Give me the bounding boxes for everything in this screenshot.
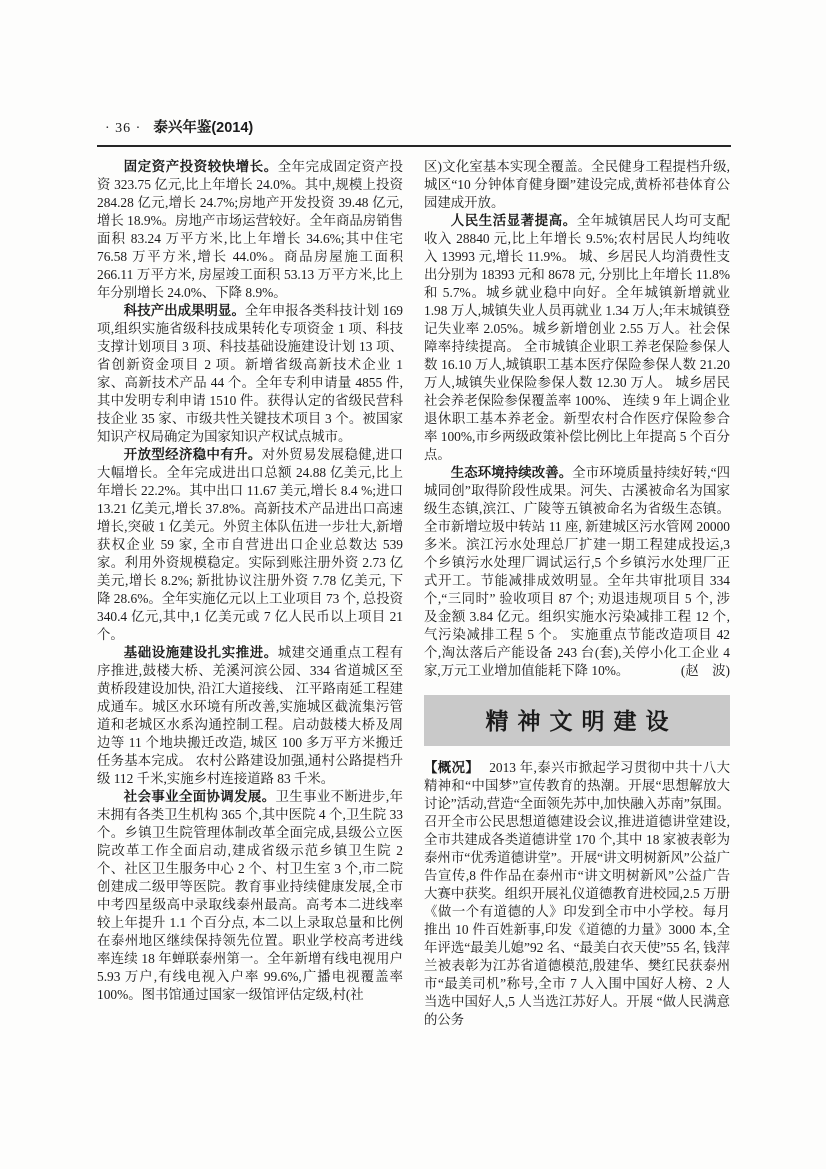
paragraph-lead: 生态环境持续改善。	[450, 465, 573, 480]
paragraph-text: 全年城镇居民人均可支配收入 28840 元,比上年增长 9.5%;农村居民人均纯收入 13993 元,增长 11.9%。 城、乡居民人均消费性支出分别为 18393 元和 8678 元, 分别比上年增长 11.8% 和 5.7%。城乡就业稳中向好。全年城镇新增就业 1.98 万人,城镇失业人员再就业 1.34 万人;年末城镇登记失业率 2.05%。城乡新增创业 2.55 万人。社会保障率持续提高。 全市城镇企业职工养老保险参保人数 16.10 万人,城镇职工基本医疗保险参保人数 21.20 万人,城镇失业保险参保人数 12.30 万人。 城乡居民社会养老保险参保覆盖率 100%、 连续 9 年上调企业退休职工基本养老金。新型农村合作医疗保险参合率 100%,市乡两级政策补偿比例比上年提高 5 个百分点。	[424, 213, 731, 462]
paragraph-text: 2013 年,泰兴市掀起学习贯彻中共十八大精神和“中国梦”宣传教育的热潮。开展“思想解放大讨论”活动,营造“全面领先苏中,加快融入苏南”氛围。召开全市公民思想道德建设会议,推进道德讲堂建设,全市共建成各类道德讲堂 170 个,其中 18 家被表彰为泰州市“优秀道德讲堂”。开展“讲文明树新风”公益广告宣传,8 件作品在泰州市“讲文明树新风”公益广告大赛中获奖。组织开展礼仪道德教育进校园,2.5 万册《做一个有道德的人》印发到全市中小学校。每月推出 10 件百姓新事,印发《道德的力量》3000 本,全年评选“最美儿媳”92 名、“最美白衣天使”55 名, 钱萍兰被表彰为江苏省道德模范,殷建华、樊红民获泰州市“最美司机”称号,全市 7 人入围中国好人榜、2 人当选中国好人,5 人当选江苏好人。开展 “做人民满意的公务	[424, 760, 730, 1027]
paragraph-lead: 人民生活显著提高。	[450, 213, 577, 228]
page-content	[97, 116, 731, 1029]
paragraph-overview	[424, 759, 730, 1029]
paragraph-text: 区)文化室基本实现全覆盖。全民健身工程提档升级,城区“10 分钟体育健身圈”建设完成,黄桥祁巷体育公园建成开放。	[424, 159, 730, 210]
author-credit: (赵 波)	[680, 663, 730, 678]
paragraph-text: 全市环境质量持续好转,“四城同创”取得阶段性成果。河失、古溪被命名为国家级生态镇,滨江、广陵等五镇被命名为省级生态镇。全市新增垃圾中转站 11 座, 新建城区污水管网 20000 多米。滨江污水处理总厂扩建一期工程建成投运,3 个乡镇污水处理厂调试运行,5 个乡镇污水处理厂正式开工。节能减排成效明显。全年共审批项目 334 个,“三同时” 验收项目 87 个; 劝退违规项目 5 个, 涉及金额 3.84 亿元。组织实施水污染减排工程 12 个,气污染减排工程 5 个。 实施重点节能改造项目 42 个,淘汰落后产能设备 243 台(套),关停小化工企业 4 家,万元工业增加值能耗下降 10%。	[424, 465, 731, 678]
paragraph-text: 对外贸易发展稳健,进口大幅增长。全年完成进出口总额 24.88 亿美元,比上年增长 22.2%。其中出口 11.67 美元,增长 8.4 %;进口 13.21 亿美元,增长 37.8%。高新技术产品进出口高速增长,突破 1 亿美元。外贸主体队伍进一步壮大,新增获权企业 59 家, 全市自营进出口企业总数达 539 家。利用外资规模稳定。实际到账注册外资 2.73 亿美元,增长 8.2%; 新批协议注册外资 7.78 亿美元, 下降 28.6%。全年实施亿元以上工业项目 73 个, 总投资 340.4 亿元,其中,1 亿美元或 7 亿人民币以上项目 21 个。	[97, 447, 403, 642]
paragraph-infrastructure	[97, 644, 403, 788]
overview-label: 【概况】	[424, 760, 480, 775]
paragraph-continuation	[424, 158, 730, 212]
paragraph-living-standards	[424, 212, 730, 464]
book-title: 泰兴年鉴(2014)	[153, 120, 254, 136]
paragraph-lead: 科技产出成果明显。	[123, 303, 245, 318]
page-header	[97, 116, 731, 147]
paragraph-text: 全年申报各类科技计划 169 项,组织实施省级科技成果转化专项资金 1 项、科技支撑计划项目 3 项、科技基础设施建设计划 13 项、省创新资金项目 2 项。新增省级高新技术企业 1 家、高新技术产品 44 个。全年专利申请量 4855 件,其中发明专利申请 1510 件。获得认定的省级民营科技企业 35 家、市级共性关键技术项目 3 个。被国家知识产权局确定为国家知识产权试点城市。	[97, 303, 404, 444]
paragraph-text: 城建交通重点工程有序推进,鼓楼大桥、羌溪河滨公园、334 省道城区至黄桥段建设加快, 沿江大道接线、 江平路南延工程建成通车。城区水环境有所改善,实施城区截流集污管道和老城区水系沟通控制工程。启动鼓楼大桥及周边等 11 个地块搬迁改造, 城区 100 多万平方米搬迁任务基本完成。 农村公路建设加强,通村公路提档升级 112 千米,实施乡村连接道路 83 千米。	[97, 645, 403, 786]
section-title: 精神文明建设	[485, 707, 678, 734]
paragraph-lead: 社会事业全面协调发展。	[123, 789, 276, 804]
page-number: · 36 ·	[105, 121, 142, 136]
paragraph-text: 全年完成固定资产投资 323.75 亿元,比上年增长 24.0%。其中,规模上投资 284.28 亿元,增长 24.7%;房地产开发投资 39.48 亿元,增长 18.9%。房地产市场运营较好。全年商品房销售面积 83.24 万平方米,比上年增长 34.6%;其中住宅 76.58 万平方米,增长 44.0%。商品房屋施工面积 266.11 万平方米, 房屋竣工面积 53.13 万平方米,比上年分别增长 24.0%、下降 8.9%。	[97, 159, 403, 300]
paragraph-lead: 固定资产投资较快增长。	[123, 159, 278, 174]
paragraph-science-tech-output	[97, 302, 403, 446]
paragraph-open-economy	[97, 446, 403, 644]
left-column	[97, 158, 403, 1029]
text-columns	[97, 158, 731, 1029]
paragraph-ecology	[424, 464, 730, 680]
right-column	[424, 158, 730, 1029]
paragraph-lead: 基础设施建设扎实推进。	[123, 645, 278, 660]
section-header-box	[424, 695, 730, 746]
paragraph-fixed-asset-investment	[97, 158, 403, 302]
paragraph-lead: 开放型经济稳中有升。	[123, 447, 262, 462]
paragraph-social-programs	[97, 788, 403, 1004]
paragraph-text: 卫生事业不断进步,年末拥有各类卫生机构 365 个,其中医院 4 个,卫生院 33 个。乡镇卫生院管理体制改革全面完成,县级公立医院改革工作全面启动,建成省级示范乡镇卫生院 2 个、社区卫生服务中心 2 个、村卫生室 3 个,市二院创建成二级甲等医院。教育事业持续健康发展,全市中考四星级高中录取线泰州最高。高考本二进线率较上年提升 1.1 个百分点, 本二以上录取总量和比例在泰州地区继续保持领先位置。职业学校高考进线率连续 18 年蝉联泰州第一。全年新增有线电视用户 5.93 万户,有线电视入户率 99.6%,广播电视覆盖率 100%。图书馆通过国家一级馆评估定级,村(社	[97, 789, 403, 1002]
